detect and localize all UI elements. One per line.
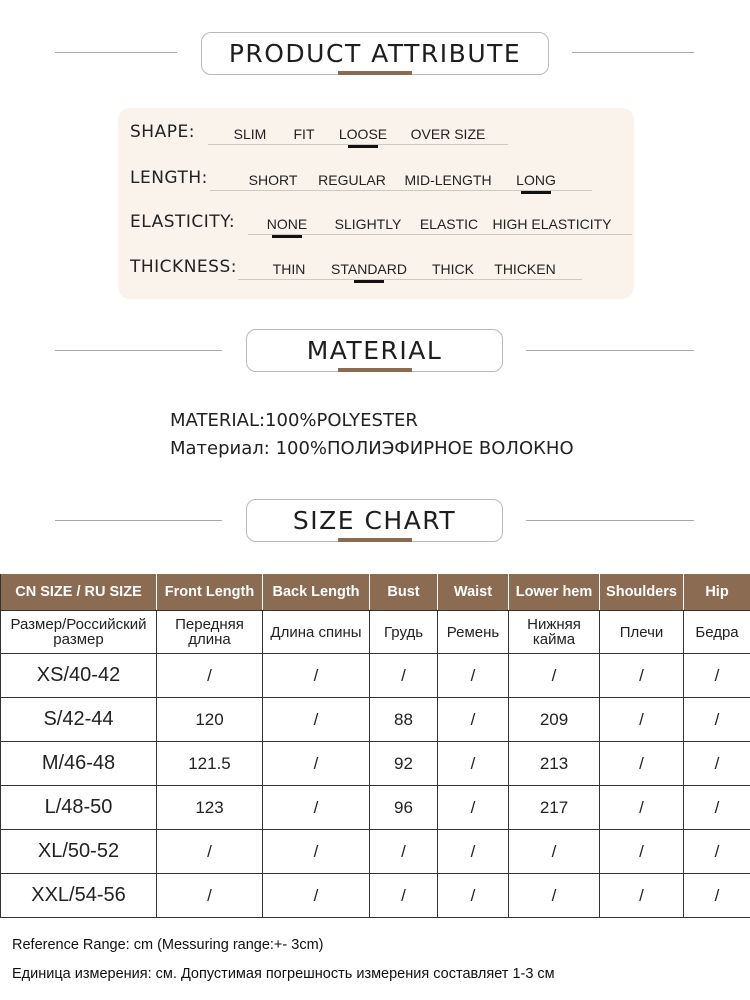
measurement-cell: 120	[157, 698, 263, 742]
attribute-option: THICKEN	[494, 261, 556, 277]
attribute-panel	[118, 108, 634, 299]
section-rule-right	[572, 52, 694, 53]
selected-option-marker	[348, 145, 378, 148]
reference-note-ru: Единица измерения: см. Допустимая погрешность измерения составляет 1-3 см	[12, 966, 555, 982]
measurement-cell: 121.5	[157, 742, 263, 786]
section-rule-right	[526, 350, 694, 351]
measurement-cell: /	[684, 786, 750, 830]
measurement-cell: /	[370, 654, 438, 698]
title-underline	[338, 538, 412, 542]
product-attribute-title: PRODUCT ATTRIBUTE	[201, 32, 549, 75]
attribute-option: SLIM	[233, 126, 267, 142]
header-cell: Back Length	[263, 574, 370, 611]
attribute-option: FIT	[293, 126, 315, 142]
measurement-cell: /	[438, 874, 509, 918]
header-cell-ru: Передняя длина	[157, 611, 263, 654]
material-ru: Материал: 100%ПОЛИЭФИРНОЕ ВОЛОКНО	[170, 438, 574, 459]
measurement-cell: /	[684, 742, 750, 786]
header-cell-ru: Грудь	[370, 611, 438, 654]
header-cell-ru: Плечи	[600, 611, 684, 654]
attribute-option: SLIGHTLY	[334, 216, 402, 232]
measurement-cell: /	[600, 654, 684, 698]
size-chart-title: SIZE CHART	[246, 499, 503, 542]
header-cell-ru: Длина спины	[263, 611, 370, 654]
measurement-cell: /	[600, 786, 684, 830]
measurement-cell: /	[263, 698, 370, 742]
selected-option-marker	[272, 235, 302, 238]
attribute-option: HIGH ELASTICITY	[492, 216, 612, 232]
attribute-option: STANDARD	[331, 261, 407, 277]
header-cell: Shoulders	[600, 574, 684, 611]
header-cell: Bust	[370, 574, 438, 611]
attribute-label: THICKNESS:	[130, 257, 237, 277]
measurement-cell: /	[509, 654, 600, 698]
header-cell-ru: Размер/Российский размер	[1, 611, 157, 654]
measurement-cell: /	[684, 698, 750, 742]
measurement-cell: /	[370, 874, 438, 918]
section-rule-left	[55, 350, 222, 351]
size-cell: L/48-50	[1, 786, 157, 830]
measurement-cell: /	[684, 874, 750, 918]
header-cell-ru: Ремень	[438, 611, 509, 654]
size-cell: S/42-44	[1, 698, 157, 742]
header-row-ru	[1, 611, 750, 654]
measurement-cell: 217	[509, 786, 600, 830]
header-cell-ru: Нижняя кайма	[509, 611, 600, 654]
measurement-cell: /	[263, 786, 370, 830]
measurement-cell: /	[600, 830, 684, 874]
measurement-cell: 96	[370, 786, 438, 830]
header-cell: Waist	[438, 574, 509, 611]
material-title: MATERIAL	[246, 329, 503, 372]
header-cell-ru: Бедра	[684, 611, 750, 654]
attribute-option: REGULAR	[318, 172, 386, 188]
title-underline	[338, 71, 412, 75]
section-rule-left	[55, 520, 222, 521]
attribute-option: MID-LENGTH	[404, 172, 492, 188]
measurement-cell: /	[263, 830, 370, 874]
attribute-option: LONG	[516, 172, 556, 188]
header-cell: Front Length	[157, 574, 263, 611]
measurement-cell: /	[438, 786, 509, 830]
measurement-cell: 88	[370, 698, 438, 742]
attribute-label: LENGTH:	[130, 168, 208, 188]
size-cell: XS/40-42	[1, 654, 157, 698]
measurement-cell: /	[684, 654, 750, 698]
measurement-cell: 209	[509, 698, 600, 742]
measurement-cell: /	[684, 830, 750, 874]
size-table	[0, 573, 750, 918]
measurement-cell: /	[438, 654, 509, 698]
material-en: MATERIAL:100%POLYESTER	[170, 410, 418, 431]
measurement-cell: /	[157, 874, 263, 918]
measurement-cell: /	[438, 742, 509, 786]
attribute-row	[130, 122, 630, 152]
header-cell: Lower hem	[509, 574, 600, 611]
measurement-cell: /	[600, 698, 684, 742]
attribute-baseline	[248, 234, 632, 235]
attribute-row	[130, 168, 630, 198]
attribute-option: SHORT	[248, 172, 298, 188]
table-row	[1, 874, 750, 918]
measurement-cell: 213	[509, 742, 600, 786]
measurement-cell: /	[157, 830, 263, 874]
measurement-cell: /	[263, 654, 370, 698]
header-cell: CN SIZE / RU SIZE	[1, 574, 157, 611]
section-rule-right	[526, 520, 694, 521]
attribute-label: SHAPE:	[130, 122, 195, 142]
title-underline	[338, 368, 412, 372]
measurement-cell: /	[600, 874, 684, 918]
measurement-cell: 92	[370, 742, 438, 786]
attribute-row	[130, 257, 630, 287]
measurement-cell: /	[438, 698, 509, 742]
size-cell: XL/50-52	[1, 830, 157, 874]
table-row	[1, 830, 750, 874]
attribute-option: ELASTIC	[419, 216, 479, 232]
measurement-cell: /	[370, 830, 438, 874]
size-cell: M/46-48	[1, 742, 157, 786]
reference-note-en: Reference Range: cm (Messuring range:+- 3cm)	[12, 937, 324, 953]
size-cell: XXL/54-56	[1, 874, 157, 918]
attribute-option: OVER SIZE	[410, 126, 486, 142]
attribute-option: THICK	[432, 261, 474, 277]
measurement-cell: /	[438, 830, 509, 874]
attribute-row	[130, 212, 630, 242]
attribute-option: THIN	[272, 261, 306, 277]
table-row	[1, 742, 750, 786]
measurement-cell: /	[157, 654, 263, 698]
attribute-option: LOOSE	[338, 126, 388, 142]
attribute-option: NONE	[266, 216, 308, 232]
table-row	[1, 698, 750, 742]
selected-option-marker	[354, 280, 384, 283]
measurement-cell: 123	[157, 786, 263, 830]
measurement-cell: /	[509, 830, 600, 874]
measurement-cell: /	[509, 874, 600, 918]
selected-option-marker	[521, 191, 551, 194]
section-rule-left	[55, 52, 177, 53]
header-cell: Hip	[684, 574, 750, 611]
attribute-baseline	[238, 279, 582, 280]
measurement-cell: /	[263, 742, 370, 786]
header-row-en	[1, 574, 750, 611]
measurement-cell: /	[263, 874, 370, 918]
measurement-cell: /	[600, 742, 684, 786]
table-row	[1, 654, 750, 698]
attribute-label: ELASTICITY:	[130, 212, 236, 232]
table-row	[1, 786, 750, 830]
